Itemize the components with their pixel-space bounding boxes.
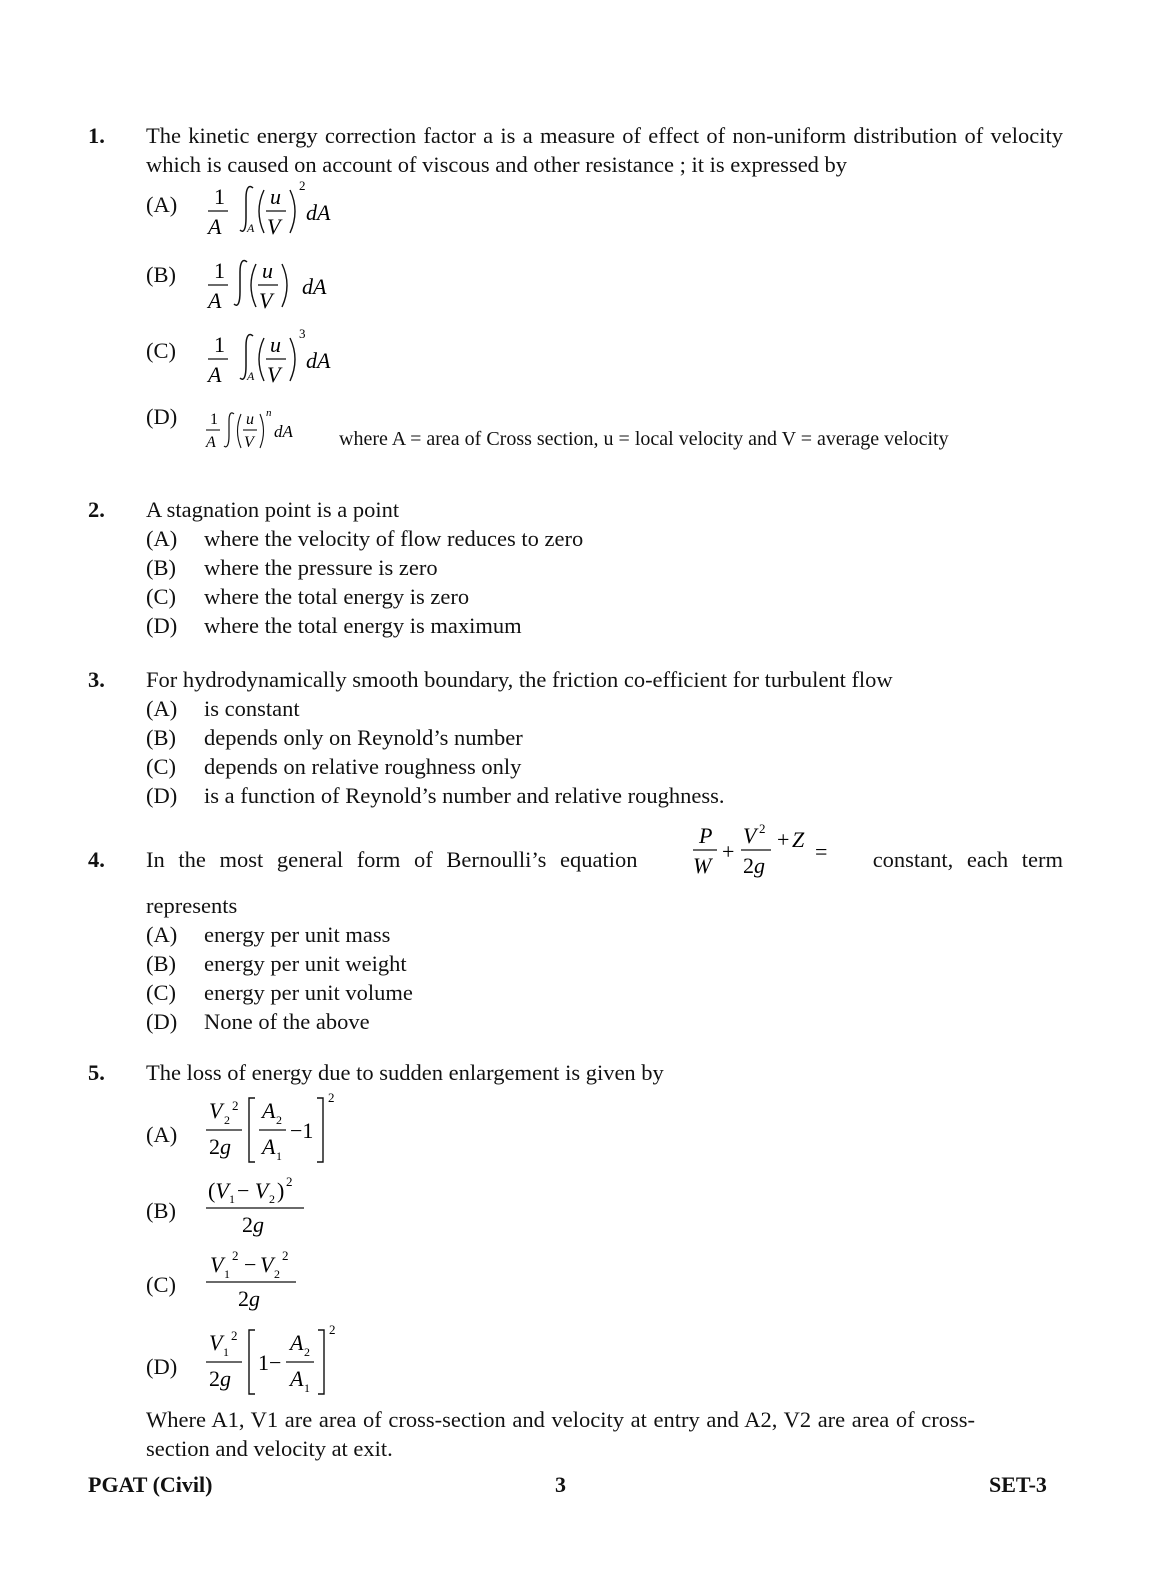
question-1-options: [88, 178, 1063, 470]
svg-text:u: u: [262, 258, 273, 283]
svg-text:V: V: [743, 823, 757, 848]
option-text: where the total energy is maximum: [204, 613, 522, 638]
option: [88, 524, 1063, 553]
question-text-continued: constant, each term: [872, 847, 1063, 872]
formula-1d: [204, 406, 324, 465]
svg-text:A: A: [262, 1134, 276, 1159]
option: [88, 920, 1063, 949]
svg-text:dA: dA: [306, 200, 331, 225]
option-label: (B): [146, 555, 176, 580]
svg-text:V: V: [209, 1098, 223, 1123]
svg-text:2: 2: [286, 1174, 293, 1189]
question-text: For hydrodynamically smooth boundary, the friction co-efficient for turbulent flow: [146, 667, 893, 692]
svg-text:P: P: [699, 823, 713, 848]
footnote-line-2: section and velocity at exit.: [146, 1436, 393, 1461]
question-number: 5.: [88, 1060, 105, 1085]
svg-text:V: V: [244, 434, 254, 451]
svg-text:+: +: [722, 839, 735, 864]
option-label: (D): [146, 404, 178, 429]
option-text: energy per unit volume: [204, 980, 413, 1005]
footer-set: SET-3: [989, 1472, 1047, 1497]
svg-text:− V: − V: [237, 1178, 269, 1203]
svg-text:2: 2: [231, 1328, 238, 1343]
footnote-line-1: [146, 1405, 1063, 1434]
svg-text:2g: 2g: [238, 1286, 260, 1311]
question-number: 1.: [88, 123, 105, 148]
question-text-line2: represents: [146, 893, 238, 918]
option-label: (B): [146, 725, 176, 750]
question-number: 4.: [88, 847, 105, 872]
question-text: The loss of energy due to sudden enlargement is given by: [146, 1060, 664, 1085]
svg-text:2: 2: [759, 821, 766, 836]
option-text: None of the above: [204, 1009, 370, 1034]
question-5: [88, 1058, 1063, 1087]
svg-text:n: n: [266, 407, 272, 419]
svg-text:1: 1: [276, 1149, 282, 1163]
svg-text:2: 2: [224, 1113, 230, 1127]
bernoulli-equation: [689, 821, 849, 894]
question-number: 2.: [88, 497, 105, 522]
svg-text:2: 2: [329, 1322, 336, 1337]
svg-text:2: 2: [304, 1345, 310, 1359]
formula-5c: [204, 1248, 334, 1319]
svg-text:V: V: [259, 288, 273, 313]
svg-text:2g: 2g: [209, 1134, 231, 1159]
option: [88, 949, 1063, 978]
option: [88, 781, 1063, 810]
option: [88, 752, 1063, 781]
option-text: energy per unit mass: [204, 922, 391, 947]
option: [88, 582, 1063, 611]
svg-text:1: 1: [304, 1381, 310, 1395]
option-label: (C): [146, 338, 176, 363]
formula-1c: [204, 326, 364, 399]
svg-text:(V: (V: [208, 1178, 229, 1203]
option-text: where the velocity of flow reduces to zero: [204, 526, 584, 551]
svg-text:3: 3: [299, 326, 306, 341]
question-text: The kinetic energy correction factor a is a measure of effect of non-uniform distribution of velocity which is caused on account of viscous and other resistance ; it is expressed by: [146, 123, 1063, 177]
svg-text:1: 1: [223, 1345, 229, 1359]
question-5-footnote: [88, 1405, 1063, 1463]
svg-text:dA: dA: [306, 348, 331, 373]
svg-text:V: V: [209, 1330, 223, 1355]
option-label: (A): [146, 696, 178, 721]
question-1-note: where A = area of Cross section, u = local velocity and V = average velocity: [339, 428, 949, 450]
svg-text:A: A: [247, 369, 255, 383]
option-label: (B): [146, 951, 176, 976]
svg-text:1: 1: [229, 1192, 235, 1206]
svg-text:Z: Z: [792, 827, 805, 852]
svg-text:1: 1: [214, 258, 225, 283]
svg-text:2g: 2g: [209, 1366, 231, 1391]
svg-text:2: 2: [328, 1090, 335, 1105]
svg-text:V: V: [267, 362, 281, 387]
option-label: (A): [146, 192, 178, 217]
svg-text:=: =: [815, 839, 828, 864]
svg-text:A: A: [247, 221, 255, 235]
option-text: is a function of Reynold’s number and relative roughness.: [204, 783, 725, 808]
svg-text:2: 2: [269, 1192, 275, 1206]
svg-text:A: A: [262, 1098, 276, 1123]
svg-text:V: V: [267, 214, 281, 239]
option-text: energy per unit weight: [204, 951, 407, 976]
footnote-line-1-text: Where A1, V1 are area of cross-section and velocity at entry and A2, V2 are area of cross-: [146, 1407, 975, 1432]
svg-text:2: 2: [282, 1248, 289, 1263]
svg-text:A: A: [206, 434, 216, 451]
option-label: (D): [146, 613, 178, 638]
option-text: depends on relative roughness only: [204, 754, 522, 779]
option-label: (B): [146, 262, 176, 287]
svg-text:dA: dA: [274, 422, 293, 441]
question-1: [88, 121, 1063, 179]
question-3: [88, 665, 1063, 810]
svg-text:u: u: [270, 184, 281, 209]
option-label: (A): [146, 922, 178, 947]
option-text: where the pressure is zero: [204, 555, 438, 580]
svg-text:1: 1: [214, 184, 225, 209]
option-label: (D): [146, 1009, 178, 1034]
svg-text:A: A: [208, 288, 222, 313]
option-label: (C): [146, 1272, 176, 1297]
question-4: [88, 821, 1063, 1036]
svg-text:+: +: [777, 827, 790, 852]
svg-text:dA: dA: [302, 274, 327, 299]
option-text: is constant: [204, 696, 300, 721]
option-label: (C): [146, 980, 176, 1005]
svg-text:A: A: [290, 1330, 304, 1355]
question-2: [88, 495, 1063, 640]
question-text: In the most general form of Bernoulli’s equation: [146, 847, 638, 872]
option-label: (D): [146, 783, 178, 808]
svg-text:1: 1: [210, 411, 218, 428]
question-text: A stagnation point is a point: [146, 497, 400, 522]
svg-text:1: 1: [214, 332, 225, 357]
question-5-options: [88, 1090, 1063, 1400]
option-label: (A): [146, 526, 178, 551]
formula-1a: [204, 178, 364, 251]
svg-text:A: A: [208, 362, 222, 387]
svg-text:V: V: [260, 1252, 274, 1277]
svg-text:W: W: [693, 853, 712, 878]
svg-text:2g: 2g: [242, 1212, 264, 1237]
svg-text:2g: 2g: [743, 853, 765, 878]
svg-text:2: 2: [232, 1248, 239, 1263]
option-text: where the total energy is zero: [204, 584, 470, 609]
svg-text:1: 1: [224, 1267, 230, 1281]
svg-text:1−: 1−: [258, 1350, 282, 1375]
footer-subject: PGAT (Civil): [88, 1472, 213, 1497]
option-label: (D): [146, 1354, 178, 1379]
option-label: (A): [146, 1122, 178, 1147]
option: [88, 553, 1063, 582]
svg-text:2: 2: [299, 178, 306, 193]
formula-5a: [204, 1090, 354, 1173]
svg-text:A: A: [290, 1366, 304, 1391]
option: [88, 611, 1063, 640]
svg-text:u: u: [246, 411, 254, 428]
formula-5b: [204, 1174, 334, 1245]
option-label: (B): [146, 1198, 176, 1223]
option-label: (C): [146, 754, 176, 779]
svg-text:V: V: [210, 1252, 224, 1277]
svg-text:): ): [277, 1178, 285, 1203]
question-number: 3.: [88, 667, 105, 692]
option: [88, 978, 1063, 1007]
option: [88, 723, 1063, 752]
option: [88, 694, 1063, 723]
option-text: depends only on Reynold’s number: [204, 725, 523, 750]
footer-page-number: 3: [555, 1472, 566, 1497]
option: [88, 1007, 1063, 1036]
option-label: (C): [146, 584, 176, 609]
formula-5d: [204, 1320, 354, 1403]
formula-1b: [204, 252, 364, 325]
svg-text:2: 2: [276, 1113, 282, 1127]
svg-text:2: 2: [274, 1267, 280, 1281]
svg-text:−: −: [244, 1252, 257, 1277]
svg-text:u: u: [270, 332, 281, 357]
svg-text:−1: −1: [290, 1118, 314, 1143]
svg-text:A: A: [208, 214, 222, 239]
svg-text:2: 2: [232, 1098, 239, 1113]
